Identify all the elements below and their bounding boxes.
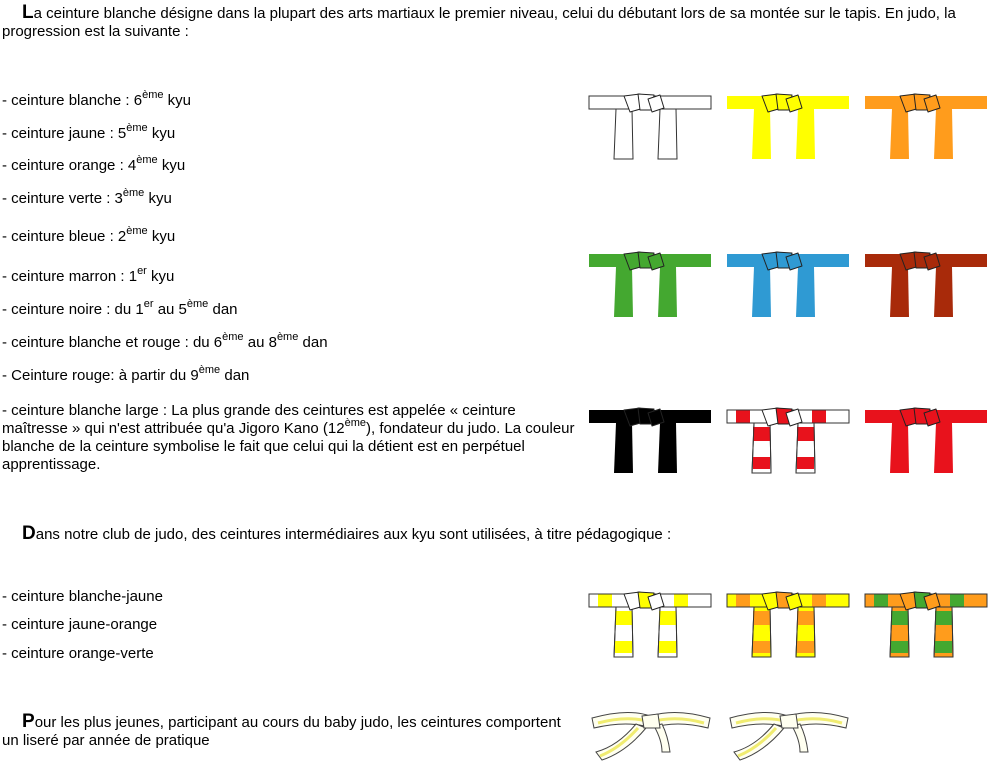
black-belt-icon <box>588 404 714 474</box>
rank-black: - ceinture noire : du 1er au 5ème dan <box>2 298 238 318</box>
yellow-orange-belt-icon <box>726 588 852 658</box>
rank-red: - Ceinture rouge: à partir du 9ème dan <box>2 364 250 384</box>
intro-initial: L <box>22 2 34 23</box>
baby-belt-icon <box>726 706 852 776</box>
intermediate-white-yellow: - ceinture blanche-jaune <box>2 588 163 605</box>
intermediate-yellow-orange: - ceinture jaune-orange <box>2 616 158 633</box>
baby-text: our les plus jeunes, participant au cours du baby judo, les ceintures comportent un liseré par année de pratique <box>2 714 561 749</box>
intro-paragraph <box>2 4 992 41</box>
rank-brown: - ceinture marron : 1er kyu <box>2 265 175 285</box>
club-text: ans notre club de judo, des ceintures intermédiaires aux kyu sont utilisées, à titre pédagogique : <box>35 526 672 543</box>
orange-belt-icon <box>864 90 990 160</box>
rank-blue: - ceinture bleue : 2ème kyu <box>2 225 176 245</box>
white-yellow-belt-icon <box>588 588 714 658</box>
orange-green-belt-icon <box>864 588 990 658</box>
rank-orange: - ceinture orange : 4ème kyu <box>2 154 186 174</box>
club-initial: D <box>22 523 36 544</box>
club-paragraph <box>2 525 671 544</box>
baby-belt-icon <box>588 706 714 776</box>
intermediate-orange-green: - ceinture orange-verte <box>2 645 154 662</box>
baby-paragraph <box>2 713 562 750</box>
blue-belt-icon <box>726 248 852 318</box>
yellow-belt-icon <box>726 90 852 160</box>
baby-initial: P <box>22 711 35 732</box>
large-belt-paragraph: - ceinture blanche large : La plus grande des ceintures est appelée « ceinture maîtresse » qui n'est attribuée qu'a Jigoro Kano (12ème), fondateur du judo. La couleur blanche de la ceinture symbolise le fait que celui qui la détient est en perpétuel apprentissage. <box>2 402 575 473</box>
white-belt-icon <box>588 90 714 160</box>
rank-yellow: - ceinture jaune : 5ème kyu <box>2 122 176 142</box>
green-belt-icon <box>588 248 714 318</box>
rank-white-red: - ceinture blanche et rouge : du 6ème au 8ème dan <box>2 331 328 351</box>
brown-belt-icon <box>864 248 990 318</box>
rank-green: - ceinture verte : 3ème kyu <box>2 187 172 207</box>
white-red-belt-icon <box>726 404 852 474</box>
rank-white: - ceinture blanche : 6ème kyu <box>2 89 192 109</box>
red-belt-icon <box>864 404 990 474</box>
intro-text: a ceinture blanche désigne dans la plupart des arts martiaux le premier niveau, celui du débutant lors de sa montée sur le tapis. En judo, la progression est la suivante : <box>2 5 956 40</box>
